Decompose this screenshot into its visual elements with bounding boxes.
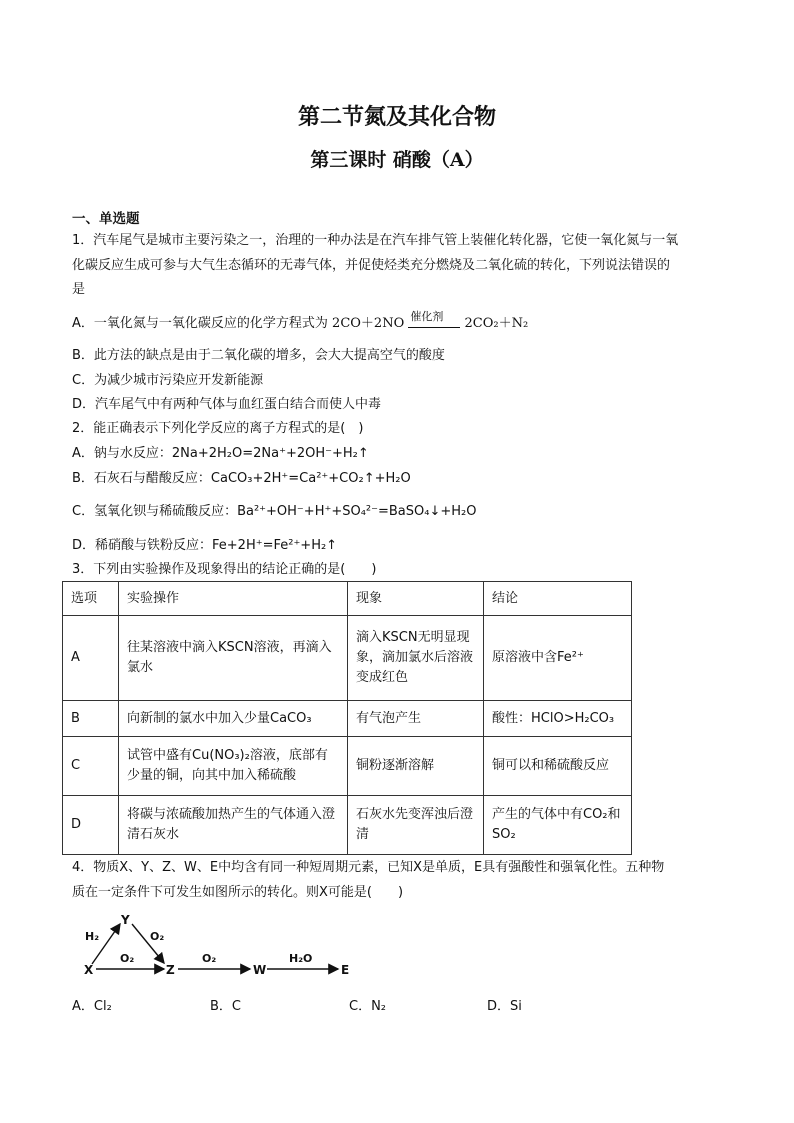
q4-option-b: B．C (210, 999, 241, 1014)
catalyst-label: 催化剂 (410, 309, 444, 323)
q2-option-c: C．氢氧化钡与稀硫酸反应：Ba²⁺+OH⁻+H⁺+SO₄²⁻=BaSO₄↓+H₂O (72, 504, 477, 519)
q1-equation-lhs: 2CO＋2NO (332, 316, 405, 331)
q1-option-a-text: A．一氧化氮与一氧化碳反应的化学方程式为 (72, 316, 328, 331)
table-header-cell: 现象 (348, 582, 484, 616)
table-row (63, 737, 632, 796)
table-header-cell: 结论 (484, 582, 632, 616)
q4-stem-line-2: 质在一定条件下可发生如图所示的转化。则X可能是( ) (72, 885, 404, 900)
q1-equation-arrow (408, 309, 460, 331)
equation-bar (408, 327, 460, 328)
table-cell: B (63, 701, 119, 737)
node-z: Z (166, 963, 175, 977)
q4-reaction-diagram (80, 908, 370, 978)
table-cell: C (63, 737, 119, 796)
node-w: W (253, 963, 267, 977)
node-e: E (341, 963, 350, 977)
q2-stem: 2．能正确表示下列化学反应的离子方程式的是( ) (72, 421, 364, 436)
node-x: X (84, 963, 94, 977)
table-cell: 铜粉逐渐溶解 (348, 737, 484, 796)
label-yz: O₂ (150, 930, 165, 943)
label-xz: O₂ (120, 952, 135, 965)
q1-equation-rhs: 2CO₂＋N₂ (464, 316, 529, 331)
table-cell: 原溶液中含Fe²⁺ (484, 616, 632, 701)
q1-option-c: C．为减少城市污染应开发新能源 (72, 373, 264, 388)
table-cell: 往某溶液中滴入KSCN溶液，再滴入氯水 (119, 616, 348, 701)
q1-stem-line-2: 化碳反应生成可参与大气生态循环的无毒气体，并促使烃类充分燃烧及二氧化硫的转化，下列说法错误的 (72, 258, 671, 273)
label-xy: H₂ (85, 930, 100, 943)
page-subtitle: 第三课时 硝酸（A） (310, 149, 484, 171)
table-cell: 将碳与浓硫酸加热产生的气体通入澄清石灰水 (119, 796, 348, 855)
table-header-cell: 选项 (63, 582, 119, 616)
q4-stem-line-1: 4．物质X、Y、Z、W、E中均含有同一种短周期元素，已知X是单质，E具有强酸性和强氧化性。五种物 (72, 860, 665, 875)
table-cell: 石灰水先变浑浊后澄清 (348, 796, 484, 855)
q3-stem: 3．下列由实验操作及现象得出的结论正确的是( ) (72, 562, 377, 577)
table-cell: 酸性：HClO>H₂CO₃ (484, 701, 632, 737)
page-title: 第二节氮及其化合物 (297, 104, 496, 130)
label-zw: O₂ (202, 952, 217, 965)
table-cell: 有气泡产生 (348, 701, 484, 737)
table-cell: D (63, 796, 119, 855)
table-header-row (63, 582, 632, 616)
q1-stem-line-1: 1．汽车尾气是城市主要污染之一，治理的一种办法是在汽车排气管上装催化转化器，它使一氧化氮与一氧 (72, 233, 679, 248)
q3-table (62, 581, 632, 855)
q4-option-d: D．Si (487, 999, 522, 1014)
table-cell: 向新制的氯水中加入少量CaCO₃ (119, 701, 348, 737)
table-cell: 产生的气体中有CO₂和SO₂ (484, 796, 632, 855)
table-cell: 试管中盛有Cu(NO₃)₂溶液，底部有少量的铜，向其中加入稀硫酸 (119, 737, 348, 796)
section-heading: 一、单选题 (72, 211, 140, 227)
q1-option-a (72, 309, 529, 333)
table-row (63, 796, 632, 855)
q4-option-c: C．N₂ (349, 999, 387, 1014)
q2-option-b: B．石灰石与醋酸反应：CaCO₃+2H⁺=Ca²⁺+CO₂↑+H₂O (72, 471, 411, 486)
table-cell: 滴入KSCN无明显现象，滴加氯水后溶液变成红色 (348, 616, 484, 701)
table-cell: A (63, 616, 119, 701)
table-header-cell: 实验操作 (119, 582, 348, 616)
q2-option-a: A．钠与水反应：2Na+2H₂O=2Na⁺+2OH⁻+H₂↑ (72, 446, 369, 461)
q1-stem-line-3: 是 (72, 282, 86, 297)
label-we: H₂O (289, 952, 313, 965)
q1-option-d: D．汽车尾气中有两种气体与血红蛋白结合而使人中毒 (72, 397, 382, 412)
q4-option-a: A．Cl₂ (72, 999, 112, 1014)
table-row (63, 701, 632, 737)
q1-option-b: B．此方法的缺点是由于二氧化碳的增多，会大大提高空气的酸度 (72, 348, 445, 363)
table-row (63, 616, 632, 701)
table-cell: 铜可以和稀硫酸反应 (484, 737, 632, 796)
node-y: Y (121, 913, 130, 927)
q2-option-d: D．稀硝酸与铁粉反应：Fe+2H⁺=Fe²⁺+H₂↑ (72, 538, 338, 553)
